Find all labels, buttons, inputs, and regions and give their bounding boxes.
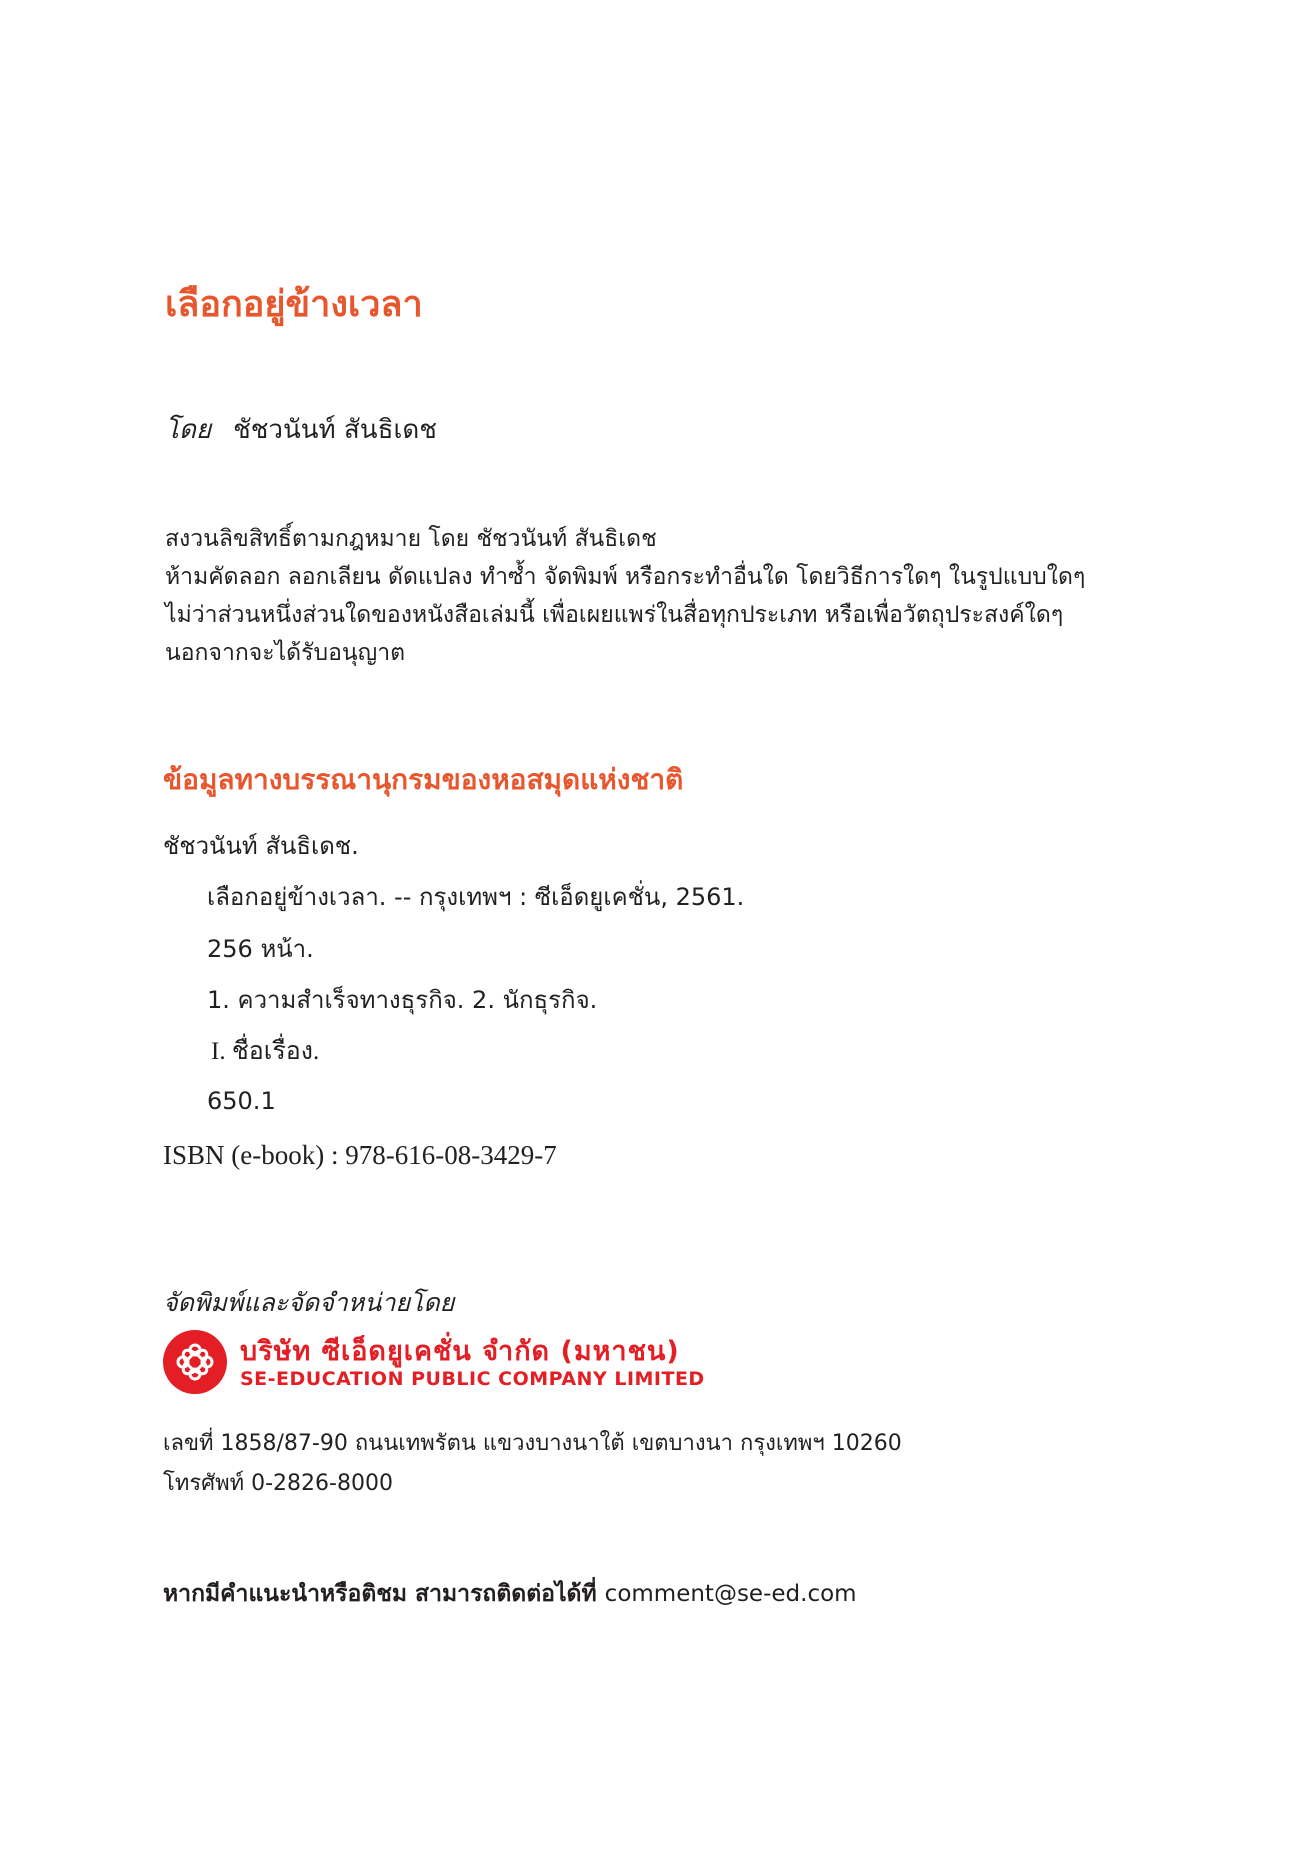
contact-text: หากมีคำแนะนำหรือติชม สามารถติดต่อได้ที่ — [163, 1581, 597, 1607]
cip-author: ชัชวนันท์ สันธิเดช. — [163, 832, 359, 860]
copyright-line: นอกจากจะได้รับอนุญาต — [165, 640, 406, 666]
published-by-label: จัดพิมพ์และจัดจำหน่ายโดย — [163, 1288, 455, 1317]
author-name: ชัชวนันท์ สันธิเดช — [233, 415, 437, 445]
cip-heading: ข้อมูลทางบรรณานุกรมของหอสมุดแห่งชาติ — [163, 763, 684, 796]
publisher-address: เลขที่ 1858/87-90 ถนนเทพรัตน แขวงบางนาใต้ เขตบางนา กรุงเทพฯ 10260 — [163, 1431, 902, 1456]
isbn: ISBN (e-book) : 978-616-08-3429-7 — [163, 1140, 557, 1170]
copyright-line: ไม่ว่าส่วนหนึ่งส่วนใดของหนังสือเล่มนี้ เพื่อเผยแพร่ในสื่อทุกประเภท หรือเพื่อวัตถุประสงค์ใดๆ — [165, 602, 1064, 628]
contact-line — [163, 1576, 857, 1612]
copyright-line: สงวนลิขสิทธิ์ตามกฎหมาย โดย ชัชวนันท์ สันธิเดช — [165, 526, 657, 552]
cip-title-entry: I. ชื่อเรื่อง. — [211, 1038, 320, 1065]
copyright-line: ห้ามคัดลอก ลอกเลียน ดัดแปลง ทำซ้ำ จัดพิมพ์ หรือกระทำอื่นใด โดยวิธีการใดๆ ในรูปแบบใดๆ — [165, 564, 1086, 590]
company-name-thai: บริษัท ซีเอ็ดยูเคชั่น จำกัด (มหาชน) — [240, 1336, 680, 1367]
cip-title-line: เลือกอยู่ข้างเวลา. -- กรุงเทพฯ : ซีเอ็ดยูเคชั่น, 2561. — [207, 883, 745, 911]
author-line — [165, 409, 437, 450]
publisher-phone: โทรศัพท์ 0-2826-8000 — [163, 1471, 393, 1496]
cip-classification: 650.1 — [207, 1087, 276, 1115]
book-title: เลือกอยู่ข้างเวลา — [165, 284, 423, 325]
cip-subjects: 1. ความสำเร็จทางธุรกิจ. 2. นักธุรกิจ. — [207, 986, 598, 1014]
contact-email[interactable]: comment@se-ed.com — [604, 1581, 857, 1607]
copyright-notice — [165, 520, 1085, 672]
company-name-english: SE-EDUCATION PUBLIC COMPANY LIMITED — [240, 1368, 705, 1390]
se-ed-logo-icon — [163, 1330, 227, 1394]
cip-pages: 256 หน้า. — [207, 935, 314, 963]
author-by-label: โดย — [165, 415, 212, 445]
